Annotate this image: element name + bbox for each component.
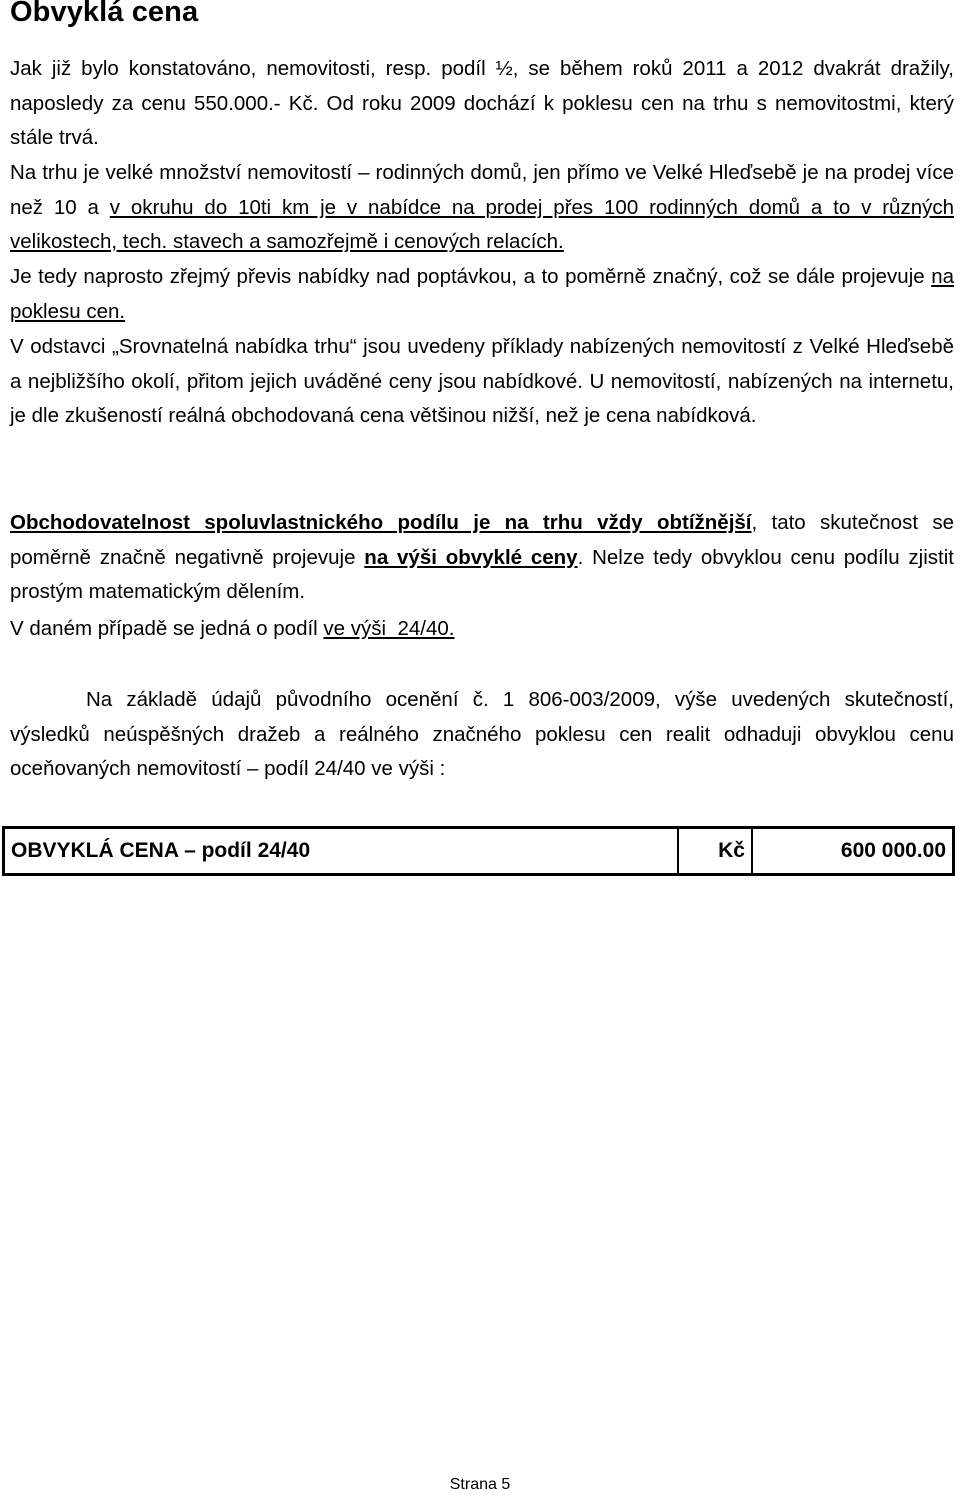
market-supply-underlined: v okruhu do 10ti km je v nabídce na prodej přes 100 rodinných domů a to v různých velikostech, tech. stavech a samozřejmě i cenových relacích. [10,195,954,253]
paragraph-market-supply [10,156,954,260]
supply-surplus-text: Je tedy naprosto zřejmý převis nabídky nad poptávkou, a to poměrně značný, což se dále projevuje [10,265,932,288]
result-table [2,826,955,876]
paragraph-auction-history: Jak již bylo konstatováno, nemovitosti, resp. podíl ½, se během roků 2011 a 2012 dvakrát dražily, naposledy za cenu 550.000.- Kč. Od roku 2009 dochází k poklesu cen na trhu s nemovitostmi, který stále trvá. [10,57,954,149]
paragraph-share [10,612,954,647]
paragraph-supply-surplus [10,260,954,329]
paragraph-comparable-offers: V odstavci „Srovnatelná nabídka trhu“ jsou uvedeny příklady nabízených nemovitostí z Velké Hleďsebě a nejbližšího okolí, přitom jejich uváděné ceny jsou nabídkové. U nemovitostí, nabízených na internetu, je dle zkušeností reálná obchodovaná cena většinou nižší, než je cena nabídková. [10,335,954,427]
marketability-bold-underlined: Obchodovatelnost spoluvlastnického podílu je na trhu vždy obtížnější [10,511,752,534]
share-text: V daném případě se jedná o podíl [10,617,324,640]
section-title: Obvyklá cena [10,0,199,28]
supply-surplus-underlined: na poklesu cen. [10,265,954,323]
page-number: Strana 5 [449,1476,511,1493]
marketability-text-1: , tato skutečnost se poměrně značně negativně projevuje [10,511,954,569]
result-value: 600 000.00 [752,828,954,875]
paragraph-estimate: Na základě údajů původního ocenění č. 1 806-003/2009, výše uvedených skutečností, výsledků neúspěšných dražeb a reálného značného poklesu cen realit odhaduji obvyklou cenu oceňovaných nemovitostí – podíl 24/40 ve výši : [10,688,954,780]
result-label: OBVYKLÁ CENA – podíl 24/40 [4,828,679,875]
usual-price-bold-underlined: na výši obvyklé ceny [364,545,578,569]
marketability-text-2: . Nelze tedy obvyklou cenu podílu zjistit prostým matematickým dělením. [10,545,954,603]
market-supply-text: Na trhu je velké množství nemovitostí – rodinných domů, jen přímo ve Velké Hleďsebě je na prodej více než 10 a [10,161,954,219]
result-currency: Kč [678,828,752,875]
result-row [4,828,954,875]
share-underlined: ve výši 24/40. [323,617,455,640]
paragraph-marketability [10,506,954,610]
